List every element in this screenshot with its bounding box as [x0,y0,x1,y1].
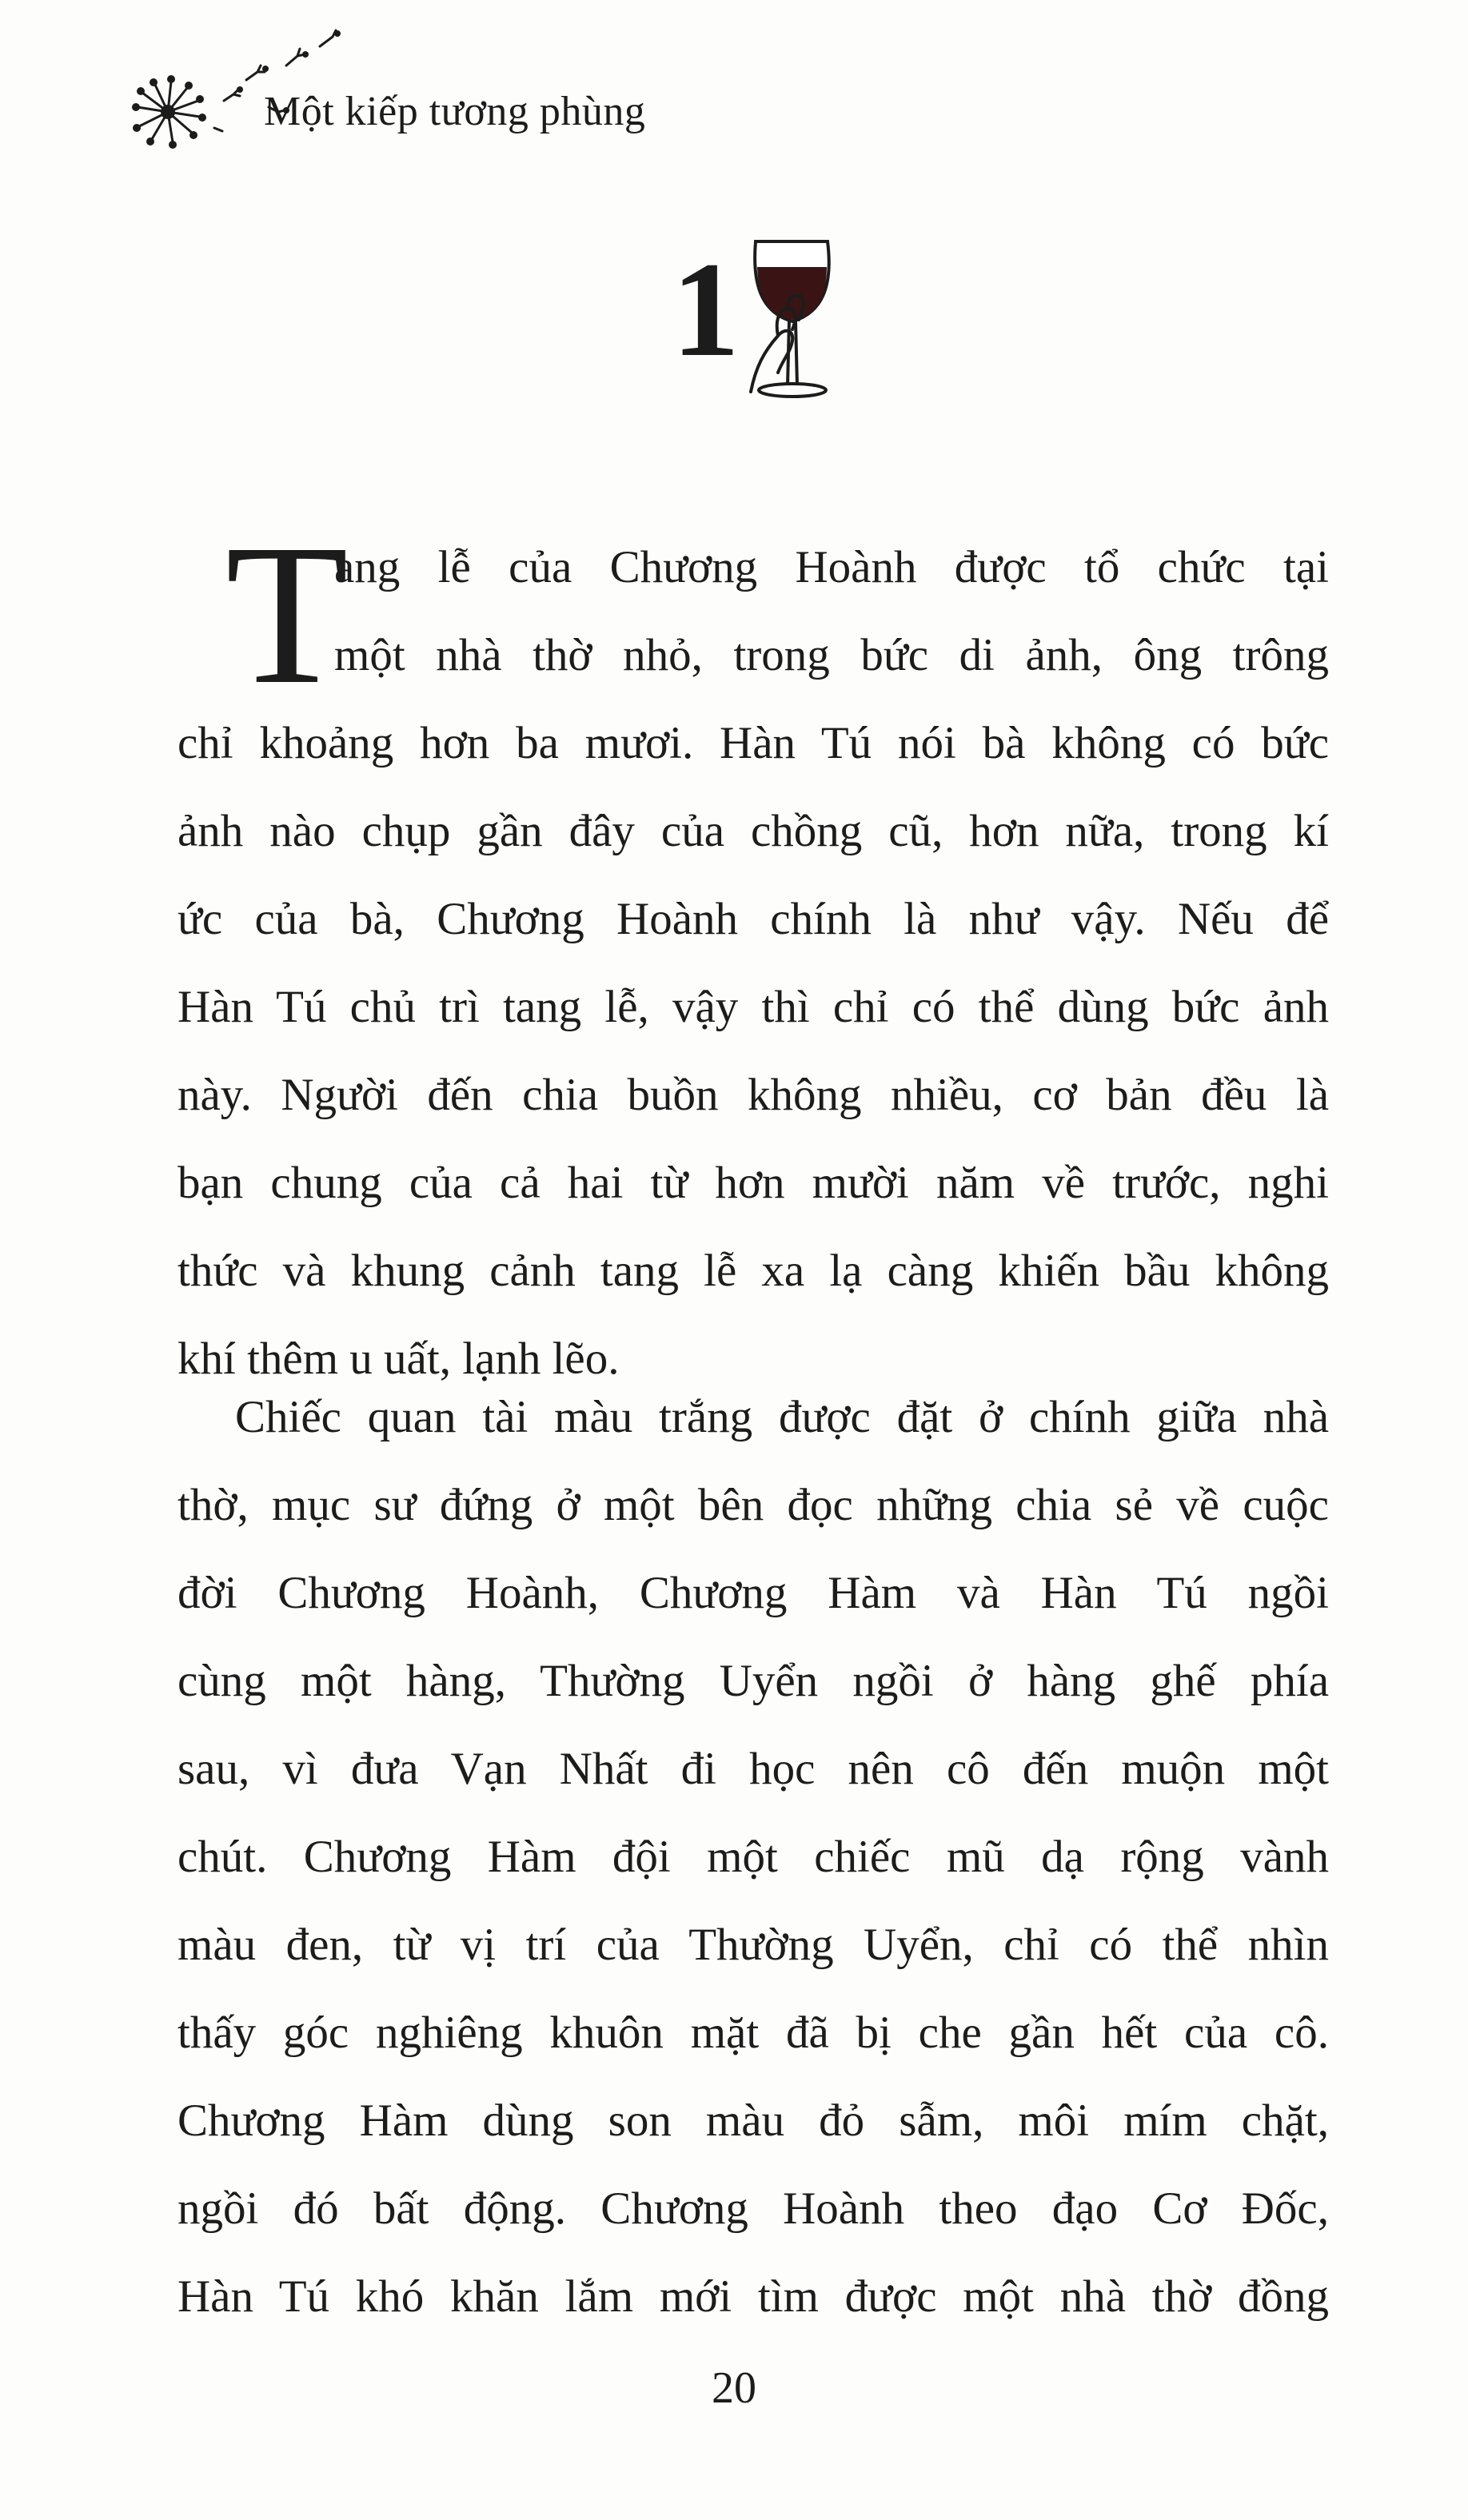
page-number: 20 [712,2363,756,2413]
text-line: Chiếc quan tài màu trắng được đặt ở chính giữa nhà [235,1392,1329,1442]
paragraph-1 [178,524,1329,1403]
text-line: chỉ khoảng hơn ba mươi. Hàn Tú nói bà không có bức [178,718,1329,768]
text-line: màu đen, từ vị trí của Thường Uyển, chỉ có thể nhìn [178,1920,1329,1970]
text-line: một nhà thờ nhỏ, trong bức di ảnh, ông trông [334,630,1329,680]
text-line: Chương Hàm dùng son màu đỏ sẫm, môi mím chặt, [178,2095,1329,2146]
chapter-heading [672,232,848,416]
text-line: ngồi đó bất động. Chương Hoành theo đạo Cơ Đốc, [178,2183,1329,2234]
text-line: ức của bà, Chương Hoành chính là như vậy. Nếu để [178,894,1329,944]
text-line: ang lễ của Chương Hoành được tổ chức tại [334,542,1329,592]
wine-glass-icon [748,232,844,408]
text-line: cùng một hàng, Thường Uyển ngồi ở hàng ghế phía [178,1656,1329,1706]
drop-cap: T [225,502,349,726]
text-line: sau, vì đưa Vạn Nhất đi học nên cô đến muộn một [178,1744,1329,1794]
text-line: thức và khung cảnh tang lễ xa lạ càng khiến bầu không [178,1246,1329,1296]
paragraph-2 [178,1374,1329,2341]
text-line: khí thêm u uất, lạnh lẽo. [178,1334,620,1384]
running-header-title: Một kiếp tương phùng [264,89,646,134]
text-line: chút. Chương Hàm đội một chiếc mũ dạ rộng vành [178,1832,1329,1882]
text-line: ảnh nào chụp gần đây của chồng cũ, hơn nữa, trong kí [178,806,1329,856]
text-line: đời Chương Hoành, Chương Hàm và Hàn Tú ngồi [178,1568,1329,1618]
text-line: Hàn Tú khó khăn lắm mới tìm được một nhà thờ đồng [178,2271,1329,2322]
text-line: thấy góc nghiêng khuôn mặt đã bị che gần hết của cô. [178,2008,1329,2058]
running-header [120,24,840,152]
text-line: thờ, mục sư đứng ở một bên đọc những chia sẻ về cuộc [178,1480,1329,1530]
text-line: Hàn Tú chủ trì tang lễ, vậy thì chỉ có thể dùng bức ảnh [178,982,1329,1032]
text-line: này. Người đến chia buồn không nhiều, cơ bản đều là [178,1070,1329,1120]
text-line: bạn chung của cả hai từ hơn mười năm về trước, nghi [178,1158,1329,1208]
chapter-number: 1 [672,234,740,385]
